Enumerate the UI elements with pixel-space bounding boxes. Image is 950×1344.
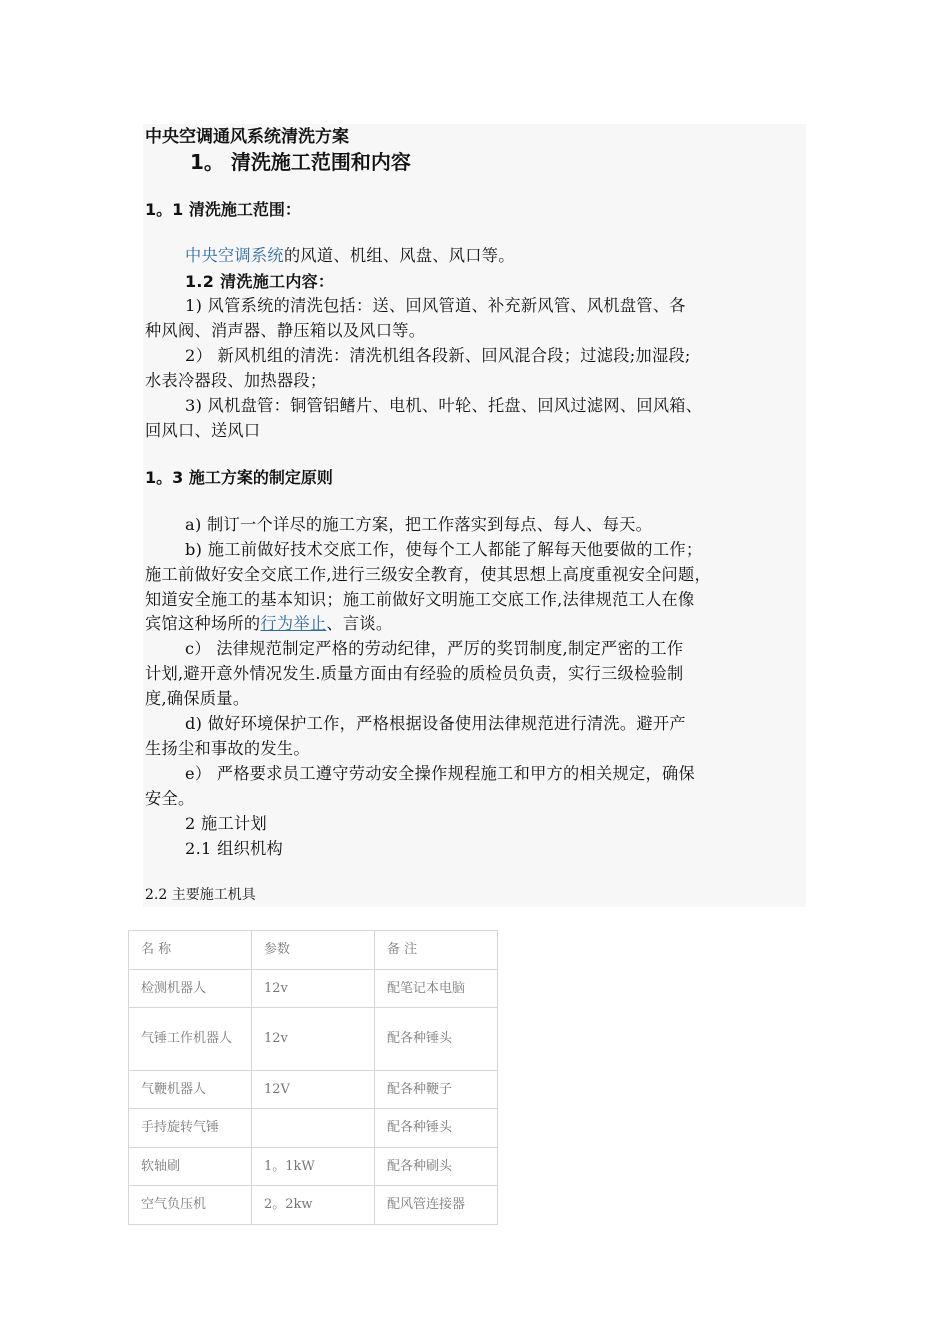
principle-e-line-2: 安全。 [145, 789, 195, 808]
table-row [129, 1008, 498, 1071]
principle-c-line-2: 计划,避开意外情况发生.质量方面由有经验的质检员负责，实行三级检验制 [145, 664, 684, 683]
equipment-table [128, 930, 498, 1225]
content-item-3-line-1: 3) 风机盘管：铜管铝鳍片、电机、叶轮、托盘、回风过滤网、回风箱、 [185, 396, 703, 415]
principle-c-line-1: c） 法律规范制定严格的劳动纪律，严厉的奖罚制度,制定严密的工作 [185, 639, 684, 658]
principle-a: a) 制订一个详尽的施工方案，把工作落实到每点、每人、每天。 [185, 515, 653, 534]
table-cell: 气锤工作机器人 [129, 1008, 252, 1071]
principle-b-line-2: 施工前做好安全交底工作,进行三级安全教育，使其思想上高度重视安全问题， [145, 565, 712, 584]
table-row [129, 970, 498, 1008]
content-item-2-line-2: 水表冷器段、加热器段； [145, 371, 327, 390]
table-row [129, 1148, 498, 1186]
table-header-cell: 备 注 [375, 931, 498, 970]
table-cell: 1。1kW [252, 1148, 375, 1186]
content-item-1-line-1: 1) 风管系统的清洗包括：送、回风管道、补充新风管、风机盘管、各 [185, 296, 686, 315]
table-header-cell: 名 称 [129, 931, 252, 970]
principle-d-line-2: 生扬尘和事故的发生。 [145, 739, 310, 758]
subsection-heading-1-2: 1.2 清洗施工内容： [185, 272, 335, 291]
table-header-cell: 参数 [252, 931, 375, 970]
section-heading-1: 1。 清洗施工范围和内容 [190, 150, 411, 174]
table-cell: 手持旋转气锤 [129, 1109, 252, 1148]
subsection-heading-2-2: 2.2 主要施工机具 [145, 887, 256, 903]
principle-e-line-1: e） 严格要求员工遵守劳动安全操作规程施工和甲方的相关规定，确保 [185, 764, 695, 783]
principle-b-line-4-post: 、言谈。 [326, 614, 393, 633]
table-row [129, 1186, 498, 1225]
principle-b-line-4-pre: 宾馆这种场所的 [145, 614, 261, 633]
table-cell: 12v [252, 1008, 375, 1071]
principle-b-line-1: b) 施工前做好技术交底工作，使每个工人都能了解每天他要做的工作； [185, 540, 703, 559]
content-item-3-line-2: 回风口、送风口 [145, 421, 261, 440]
scope-paragraph [185, 244, 515, 269]
table-cell: 配笔记本电脑 [375, 970, 498, 1008]
table-header-row [129, 931, 498, 970]
table-cell [252, 1109, 375, 1148]
principle-b-line-4 [145, 612, 392, 637]
table-cell: 配各种刷头 [375, 1148, 498, 1186]
scope-text: 的风道、机组、风盘、风口等。 [283, 246, 515, 265]
table-cell: 2。2kw [252, 1186, 375, 1225]
subsection-heading-1-1: 1。1 清洗施工范围： [145, 200, 301, 219]
document-title: 中央空调通风系统清洗方案 [145, 127, 349, 147]
table-cell: 配风管连接器 [375, 1186, 498, 1225]
table-row [129, 1109, 498, 1148]
subsection-heading-1-3: 1。3 施工方案的制定原则 [145, 468, 333, 487]
central-ac-link[interactable]: 中央空调系统 [185, 246, 284, 265]
table-cell: 12v [252, 970, 375, 1008]
table-cell: 检测机器人 [129, 970, 252, 1008]
behavior-link[interactable]: 行为举止 [260, 614, 327, 633]
content-item-2-line-1: 2） 新风机组的清洗：清洗机组各段新、回风混合段；过滤段;加湿段; [185, 346, 691, 365]
section-heading-2: 2 施工计划 [185, 814, 267, 833]
principle-b-line-3: 知道安全施工的基本知识；施工前做好文明施工交底工作,法律规范工人在像 [145, 590, 695, 609]
principle-c-line-3: 度,确保质量。 [145, 689, 250, 708]
principle-d-line-1: d) 做好环境保护工作，严格根据设备使用法律规范进行清洗。避开产 [185, 714, 686, 733]
content-item-1-line-2: 种风阀、消声器、静压箱以及风口等。 [145, 321, 426, 340]
table-cell: 配各种锤头 [375, 1008, 498, 1071]
table-cell: 软轴刷 [129, 1148, 252, 1186]
table-cell: 12V [252, 1071, 375, 1109]
table-cell: 配各种锤头 [375, 1109, 498, 1148]
table-cell: 配各种鞭子 [375, 1071, 498, 1109]
table-row [129, 1071, 498, 1109]
table-cell: 气鞭机器人 [129, 1071, 252, 1109]
table-cell: 空气负压机 [129, 1186, 252, 1225]
subsection-heading-2-1: 2.1 组织机构 [185, 839, 284, 858]
